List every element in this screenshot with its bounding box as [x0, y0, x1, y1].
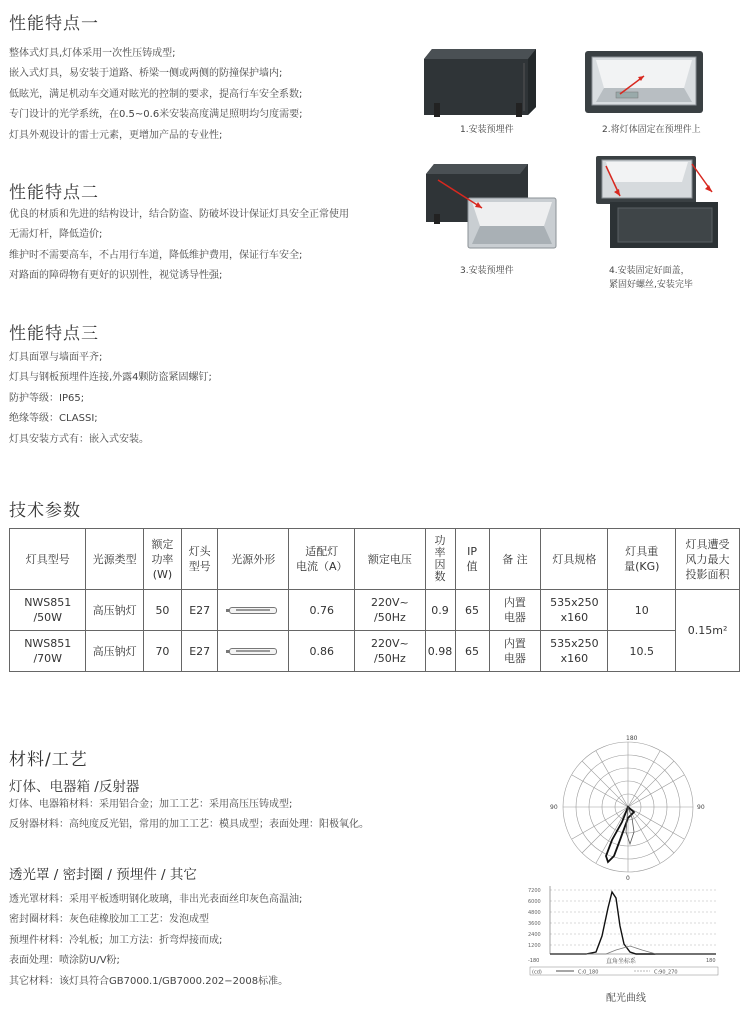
- materials-line: 其它材料：该灯具符合GB7000.1/GB7000.202−2008标准。: [9, 975, 289, 987]
- feature-1-list: [9, 44, 303, 146]
- materials-group-2-list: [9, 890, 302, 992]
- lamp-tube-icon: [229, 607, 277, 614]
- spec-cell-source: 高压钠灯: [86, 631, 143, 672]
- materials-line: 透光罩材料：采用平板透明钢化玻璃，非出光表面丝印灰色高温油;: [9, 894, 303, 905]
- spec-cell-lamp-shape: [218, 631, 289, 672]
- materials-group-1-list: [9, 795, 369, 836]
- install-step-2-image: [582, 48, 707, 118]
- y-tick-label: 3600: [528, 921, 541, 927]
- spec-header-row: [10, 529, 740, 590]
- feature-1-title: 性能特点一: [9, 14, 99, 34]
- spec-cell-power: 70: [143, 631, 181, 672]
- spec-cell-model: NWS851 /50W: [10, 590, 86, 631]
- x-label-right: 180: [706, 958, 716, 964]
- spec-cell-source: 高压钠灯: [86, 590, 143, 631]
- spec-cell-base: E27: [182, 590, 218, 631]
- feature-2-line: 对路面的障碍物有更好的识别性，视觉诱导性强;: [9, 270, 223, 282]
- y-tick-label: 7200: [528, 888, 541, 894]
- spec-header-cell: 灯具遭受 风力最大 投影面积: [676, 529, 740, 590]
- spec-cell-power: 50: [143, 590, 181, 631]
- feature-3-line: 绝缘等级：CLASSI;: [9, 413, 98, 425]
- feature-2-line: 无需灯杆，降低造价;: [9, 229, 103, 241]
- install-step-3-image: [420, 160, 560, 250]
- spec-row: [10, 590, 740, 631]
- legend-c90: C:90_270: [654, 969, 678, 976]
- install-step-3-caption: 3.安装预埋件: [460, 266, 514, 276]
- spec-cell-model: NWS851 /70W: [10, 631, 86, 672]
- tech-title: 技术参数: [9, 501, 81, 521]
- polar-label-right: 90: [697, 804, 705, 811]
- polar-label-bottom: 0: [626, 875, 630, 882]
- feature-2-list: [9, 205, 349, 287]
- materials-line: 预埋件材料：冷轧板；加工方法：折弯焊接而成;: [9, 934, 223, 946]
- spec-cell-voltage: 220V~ /50Hz: [355, 590, 425, 631]
- polar-label-left: 90: [550, 804, 558, 811]
- feature-3-line: 灯具安装方式有：嵌入式安装。: [9, 433, 149, 445]
- feature-2-title: 性能特点二: [9, 183, 99, 203]
- spec-cell-voltage: 220V~ /50Hz: [355, 631, 425, 672]
- install-step-4-image: [592, 152, 724, 254]
- feature-3-title: 性能特点三: [9, 324, 99, 344]
- materials-line: 灯体、电器箱材料：采用铝合金；加工工艺：采用高压压铸成型;: [9, 799, 293, 810]
- spec-cell-pf: 0.9: [425, 590, 455, 631]
- spec-cell-ip: 65: [455, 590, 489, 631]
- spec-header-cell: IP 值: [455, 529, 489, 590]
- spec-header-cell: 额定 功率 (W): [143, 529, 181, 590]
- install-step-2-caption: 2.将灯体固定在预埋件上: [602, 125, 701, 135]
- materials-line: 反射器材料：高纯度反光铝，常用的加工工艺：模具成型；表面处理：阳极氧化。: [9, 819, 369, 831]
- spec-cell-lamp-shape: [218, 590, 289, 631]
- spec-header-cell: 适配灯 电流（A）: [289, 529, 355, 590]
- y-tick-label: 6000: [528, 899, 541, 905]
- feature-1-line: 低眩光，满足机动车交通对眩光的控制的要求，提高行车安全系数;: [9, 88, 303, 100]
- cartesian-light-distribution-chart: [526, 884, 722, 979]
- feature-3-line: 灯具与钢板预埋件连接,外露4颗防盗紧固螺钉;: [9, 372, 212, 384]
- spec-header-cell: 光源类型: [86, 529, 143, 590]
- spec-cell-remark: 内置 电器: [489, 631, 541, 672]
- spec-cell-pf: 0.98: [425, 631, 455, 672]
- spec-row: [10, 631, 740, 672]
- spec-header-cell: 光源外形: [218, 529, 289, 590]
- install-step-4-caption-2: 紧固好螺丝,安装完毕: [609, 280, 693, 290]
- legend-unit: (cd): [532, 969, 542, 976]
- spec-header-cell: 灯具规格: [541, 529, 608, 590]
- feature-3-list: [9, 348, 212, 450]
- spec-cell-wind-area: 0.15m²: [676, 590, 740, 672]
- x-label-left: -180: [528, 958, 540, 964]
- install-step-1-image: [420, 45, 540, 117]
- spec-header-cell: 灯头 型号: [182, 529, 218, 590]
- feature-2-line: 维护时不需要高车，不占用行车道，降低维护费用，保证行车安全;: [9, 249, 303, 261]
- polar-light-distribution-chart: [548, 732, 723, 882]
- install-step-4-caption: 4.安装固定好面盖，: [609, 266, 690, 276]
- lamp-tube-icon: [229, 648, 277, 655]
- materials-group-2-subtitle: 透光罩 / 密封圈 / 预埋件 / 其它: [9, 867, 197, 883]
- photometric-caption: 配光曲线: [606, 993, 646, 1004]
- spec-cell-current: 0.86: [289, 631, 355, 672]
- feature-3-line: 防护等级：IP65;: [9, 392, 85, 404]
- legend-c0: C:0_180: [578, 969, 599, 976]
- feature-1-line: 嵌入式灯具，易安装于道路、桥梁一侧或两侧的防撞保护墙内;: [9, 68, 283, 80]
- materials-line: 表面处理：喷涂防U/V粉;: [9, 955, 120, 967]
- feature-1-line: 整体式灯具,灯体采用一次性压铸成型;: [9, 48, 176, 59]
- polar-label-top: 180: [626, 735, 638, 742]
- spec-table: [9, 528, 740, 672]
- y-tick-label: 2400: [528, 932, 541, 938]
- cartesian-axis-name: 直角坐标系: [606, 958, 637, 965]
- cartesian-grid: [550, 890, 716, 945]
- spec-cell-remark: 内置 电器: [489, 590, 541, 631]
- materials-line: 密封圈材料：灰色硅橡胶加工工艺：发泡成型: [9, 914, 209, 926]
- spec-cell-ip: 65: [455, 631, 489, 672]
- spec-header-cell: 备 注: [489, 529, 541, 590]
- spec-header-cell: 灯具型号: [10, 529, 86, 590]
- feature-1-line: 专门设计的光学系统，在0.5~0.6米安装高度满足照明均匀度需要;: [9, 109, 303, 121]
- spec-cell-size: 535x250 x160: [541, 631, 608, 672]
- spec-header-cell: 灯具重 量(KG): [608, 529, 676, 590]
- feature-1-line: 灯具外观设计的雷士元素，更增加产品的专业性;: [9, 129, 223, 141]
- spec-header-cell: 功 率 因 数: [425, 529, 455, 590]
- materials-group-1-subtitle: 灯体、电器箱 /反射器: [9, 779, 140, 795]
- y-tick-label: 4800: [528, 910, 541, 916]
- feature-2-line: 优良的材质和先进的结构设计，结合防盗、防破坏设计保证灯具安全正常使用: [9, 209, 349, 220]
- y-tick-label: 1200: [528, 943, 541, 949]
- spec-cell-size: 535x250 x160: [541, 590, 608, 631]
- materials-title: 材料/工艺: [9, 750, 88, 770]
- install-step-1-caption: 1.安装预埋件: [460, 125, 514, 135]
- spec-cell-base: E27: [182, 631, 218, 672]
- feature-3-line: 灯具面罩与墙面平齐;: [9, 352, 103, 363]
- spec-cell-weight: 10: [608, 590, 676, 631]
- spec-header-cell: 额定电压: [355, 529, 425, 590]
- spec-cell-weight: 10.5: [608, 631, 676, 672]
- spec-cell-current: 0.76: [289, 590, 355, 631]
